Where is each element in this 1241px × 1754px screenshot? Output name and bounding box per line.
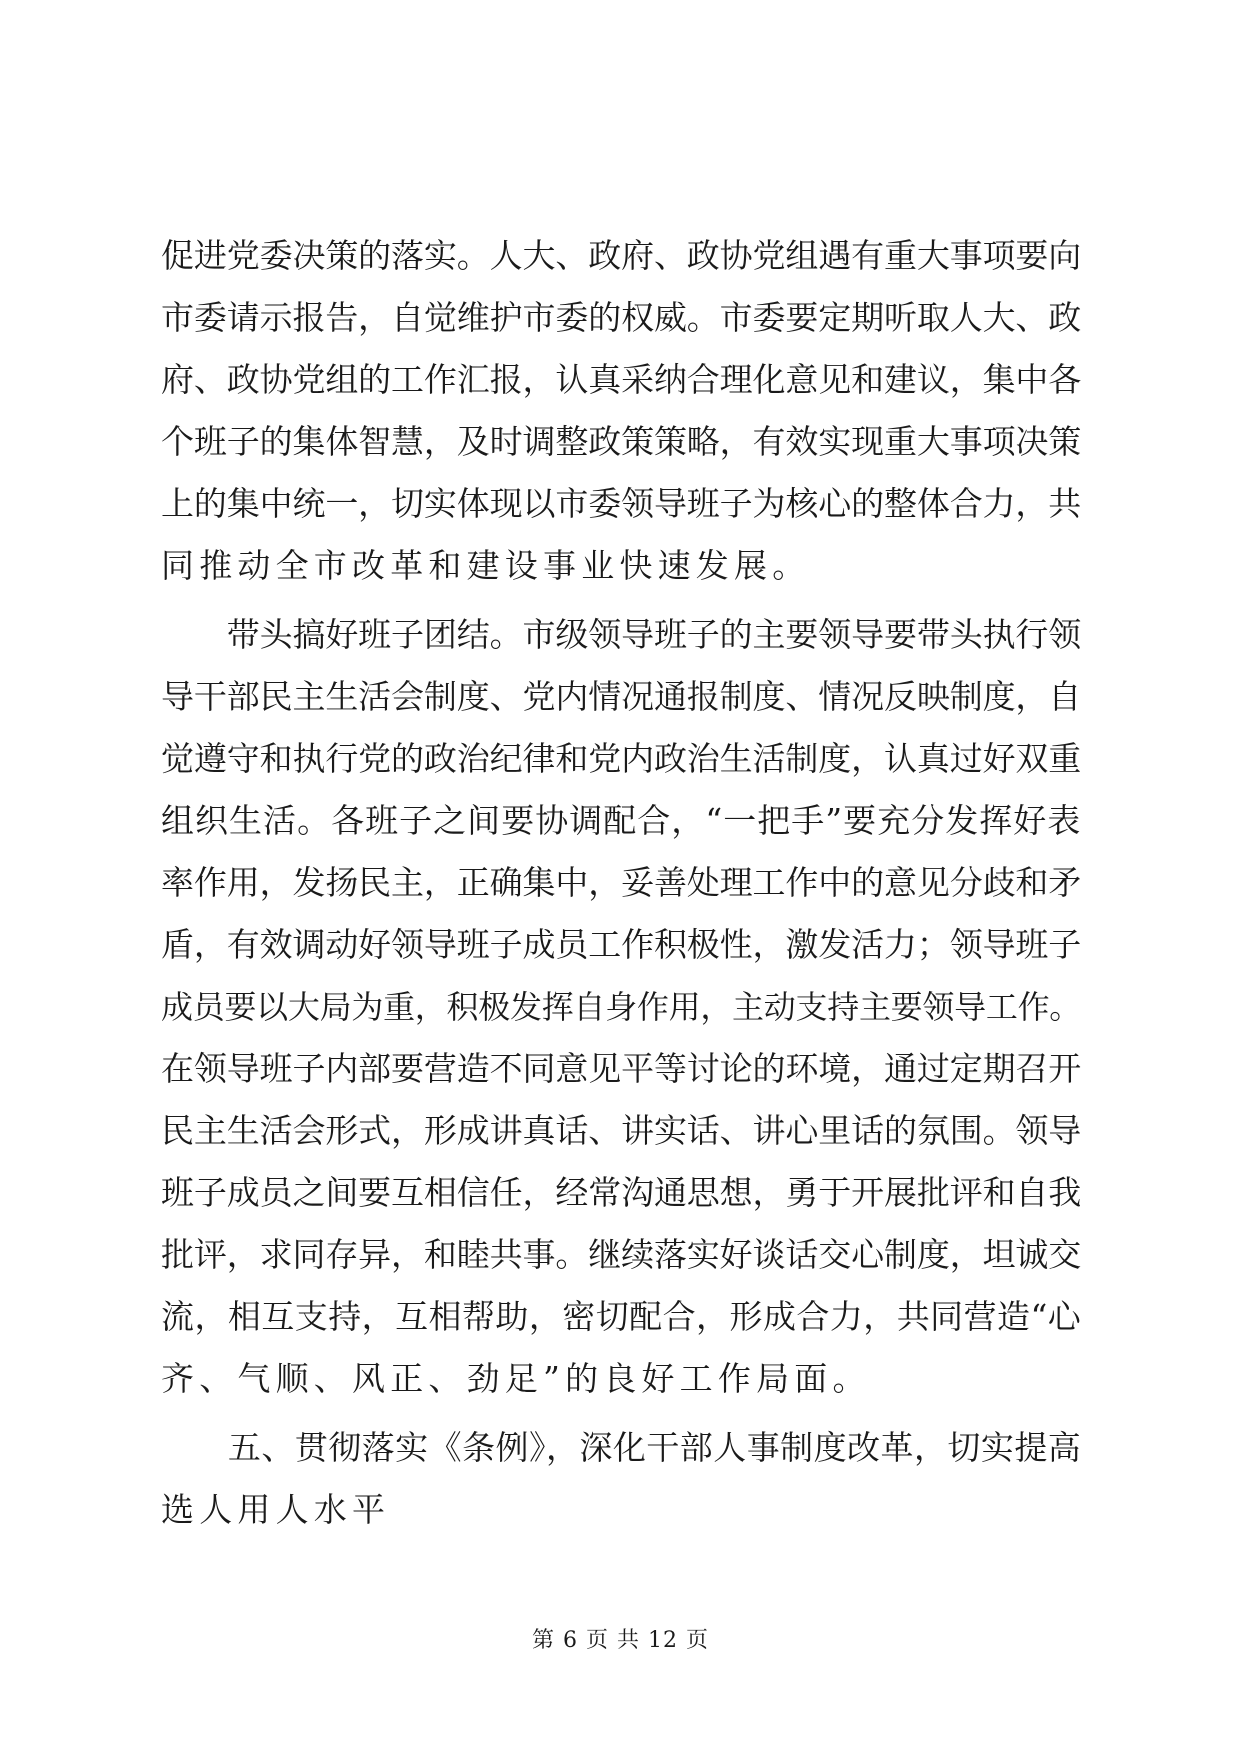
text-line: 组织生活。各班子之间要协调配合，“一把手”要充分发挥好表 (161, 801, 1081, 840)
paragraph-1 (161, 225, 1081, 597)
text-line: 带头搞好班子团结。市级领导班子的主要领导要带头执行领 (161, 615, 1081, 654)
text-line: 促进党委决策的落实。人大、政府、政协党组遇有重大事项要向 (161, 236, 1081, 275)
text-line: 五、贯彻落实《条例》，深化干部人事制度改革，切实提高 (161, 1428, 1081, 1467)
text-line: 成员要以大局为重，积极发挥自身作用，主动支持主要领导工作。 (161, 988, 1081, 1026)
page-footer: 第 6 页 共 12 页 (532, 1628, 709, 1653)
text-line: 齐、气顺、风正、劲足”的良好工作局面。 (161, 1359, 871, 1398)
text-line: 市委请示报告，自觉维护市委的权威。市委要定期听取人大、政 (161, 298, 1081, 337)
text-line: 个班子的集体智慧，及时调整政策策略，有效实现重大事项决策 (161, 422, 1081, 461)
text-line: 同推动全市改革和建设事业快速发展。 (161, 546, 811, 585)
text-line: 率作用，发扬民主，正确集中，妥善处理工作中的意见分歧和矛 (161, 863, 1081, 902)
text-line: 导干部民主生活会制度、党内情况通报制度、情况反映制度，自 (161, 677, 1081, 716)
text-line: 觉遵守和执行党的政治纪律和党内政治生活制度，认真过好双重 (161, 739, 1081, 778)
text-line: 班子成员之间要互相信任，经常沟通思想，勇于开展批评和自我 (161, 1173, 1081, 1212)
text-line: 盾，有效调动好领导班子成员工作积极性，激发活力；领导班子 (161, 925, 1081, 964)
text-line: 府、政协党组的工作汇报，认真采纳合理化意见和建议，集中各 (161, 360, 1081, 399)
text-line: 选人用人水平 (161, 1490, 391, 1529)
text-line: 上的集中统一，切实体现以市委领导班子为核心的整体合力，共 (161, 484, 1081, 523)
text-line: 民主生活会形式，形成讲真话、讲实话、讲心里话的氛围。领导 (161, 1111, 1081, 1150)
paragraph-2 (161, 604, 1081, 1410)
body-text (161, 225, 1081, 1541)
text-line: 批评，求同存异，和睦共事。继续落实好谈话交心制度，坦诚交 (161, 1235, 1081, 1274)
text-line: 在领导班子内部要营造不同意见平等讨论的环境，通过定期召开 (161, 1049, 1081, 1088)
section-heading (161, 1417, 1081, 1541)
text-line: 流，相互支持，互相帮助，密切配合，形成合力，共同营造“心 (161, 1297, 1081, 1336)
